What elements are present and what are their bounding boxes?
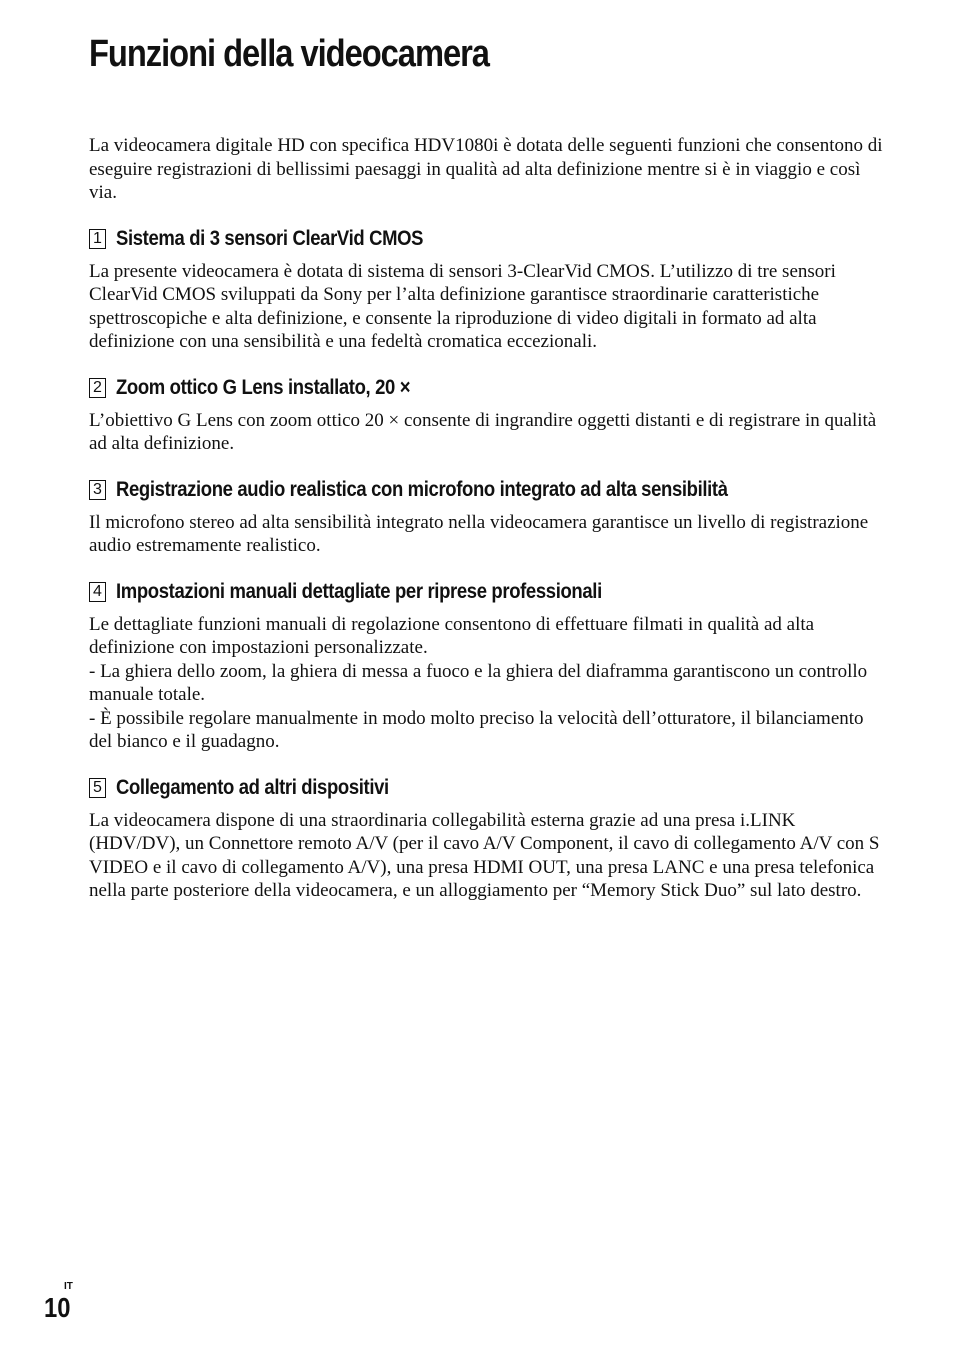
section-heading [89, 226, 889, 252]
section-title: Impostazioni manuali dettagliate per riprese professionali [116, 579, 602, 603]
intro-paragraph: La videocamera digitale HD con specifica HDV1080i è dotata delle seguenti funzioni che consentono di eseguire registrazioni di bellissimi paesaggi in qualità ad alta definizione mentre si è in viaggio e così via. [89, 135, 883, 203]
body-paragraph: L’obiettivo G Lens con zoom ottico 20 × consente di ingrandire oggetti distanti e di registrare in qualità ad alta definizione. [89, 409, 877, 454]
body-paragraph: Le dettagliate funzioni manuali di regolazione consentono di effettuare filmati in qualità ad alta definizione con impostazioni personalizzate. [89, 613, 815, 658]
section-title: Registrazione audio realistica con microfono integrato ad alta sensibilità [116, 477, 728, 501]
section-body [89, 809, 889, 903]
section-5 [89, 775, 889, 903]
section-heading [89, 775, 889, 801]
page-number: 10 [44, 1292, 71, 1323]
section-number-badge: 4 [89, 582, 106, 602]
section-body [89, 409, 889, 456]
section-heading [89, 477, 889, 503]
section-3 [89, 477, 889, 558]
section-body [89, 511, 889, 558]
page-title: Funzioni della videocamera [89, 33, 489, 75]
section-1 [89, 226, 889, 354]
section-number-badge: 5 [89, 778, 106, 798]
section-heading [89, 375, 889, 401]
section-4 [89, 579, 889, 754]
section-number-badge: 2 [89, 378, 106, 398]
section-title: Sistema di 3 sensori ClearVid CMOS [116, 226, 424, 250]
section-body [89, 260, 889, 354]
section-heading [89, 579, 889, 605]
body-paragraph: La presente videocamera è dotata di sistema di sensori 3-ClearVid CMOS. L’utilizzo di tre sensori ClearVid CMOS sviluppati da Sony per l’alta definizione garantisce straordinarie caratteristiche spettroscopiche e alta definizione, e consente la riproduzione di video digitali in formato ad alta definizione con una sensibilità e una fedeltà cromatica eccezionali. [89, 260, 836, 352]
body-paragraph: Il microfono stereo ad alta sensibilità integrato nella videocamera garantisce un livello di registrazione audio estremamente realistico. [89, 511, 869, 556]
body-paragraph: La videocamera dispone di una straordinaria collegabilità esterna grazie ad una presa i.LINK (HDV/DV), un Connettore remoto A/V (per il cavo A/V Component, il cavo di collegamento A/V con S VIDEO e il cavo di collegamento A/V), una presa HDMI OUT, una presa LANC e una presa telefonica nella parte posteriore della videocamera, e un alloggiamento per “Memory Stick Duo” sul lato destro. [89, 809, 880, 901]
bullet-item: - La ghiera dello zoom, la ghiera di messa a fuoco e la ghiera del diaframma garantiscono un controllo manuale totale. [89, 660, 868, 705]
language-code: IT [64, 1281, 73, 1292]
bullet-item: - È possibile regolare manualmente in modo molto preciso la velocità dell’otturatore, il bilanciamento del bianco e il guadagno. [89, 707, 864, 752]
page-content [89, 134, 889, 903]
section-2 [89, 375, 889, 456]
section-title: Zoom ottico G Lens installato, 20 × [116, 375, 411, 399]
section-body [89, 613, 889, 754]
section-title: Collegamento ad altri dispositivi [116, 775, 389, 799]
page-footer [44, 1281, 75, 1323]
section-number-badge: 1 [89, 229, 106, 249]
section-number-badge: 3 [89, 480, 106, 500]
